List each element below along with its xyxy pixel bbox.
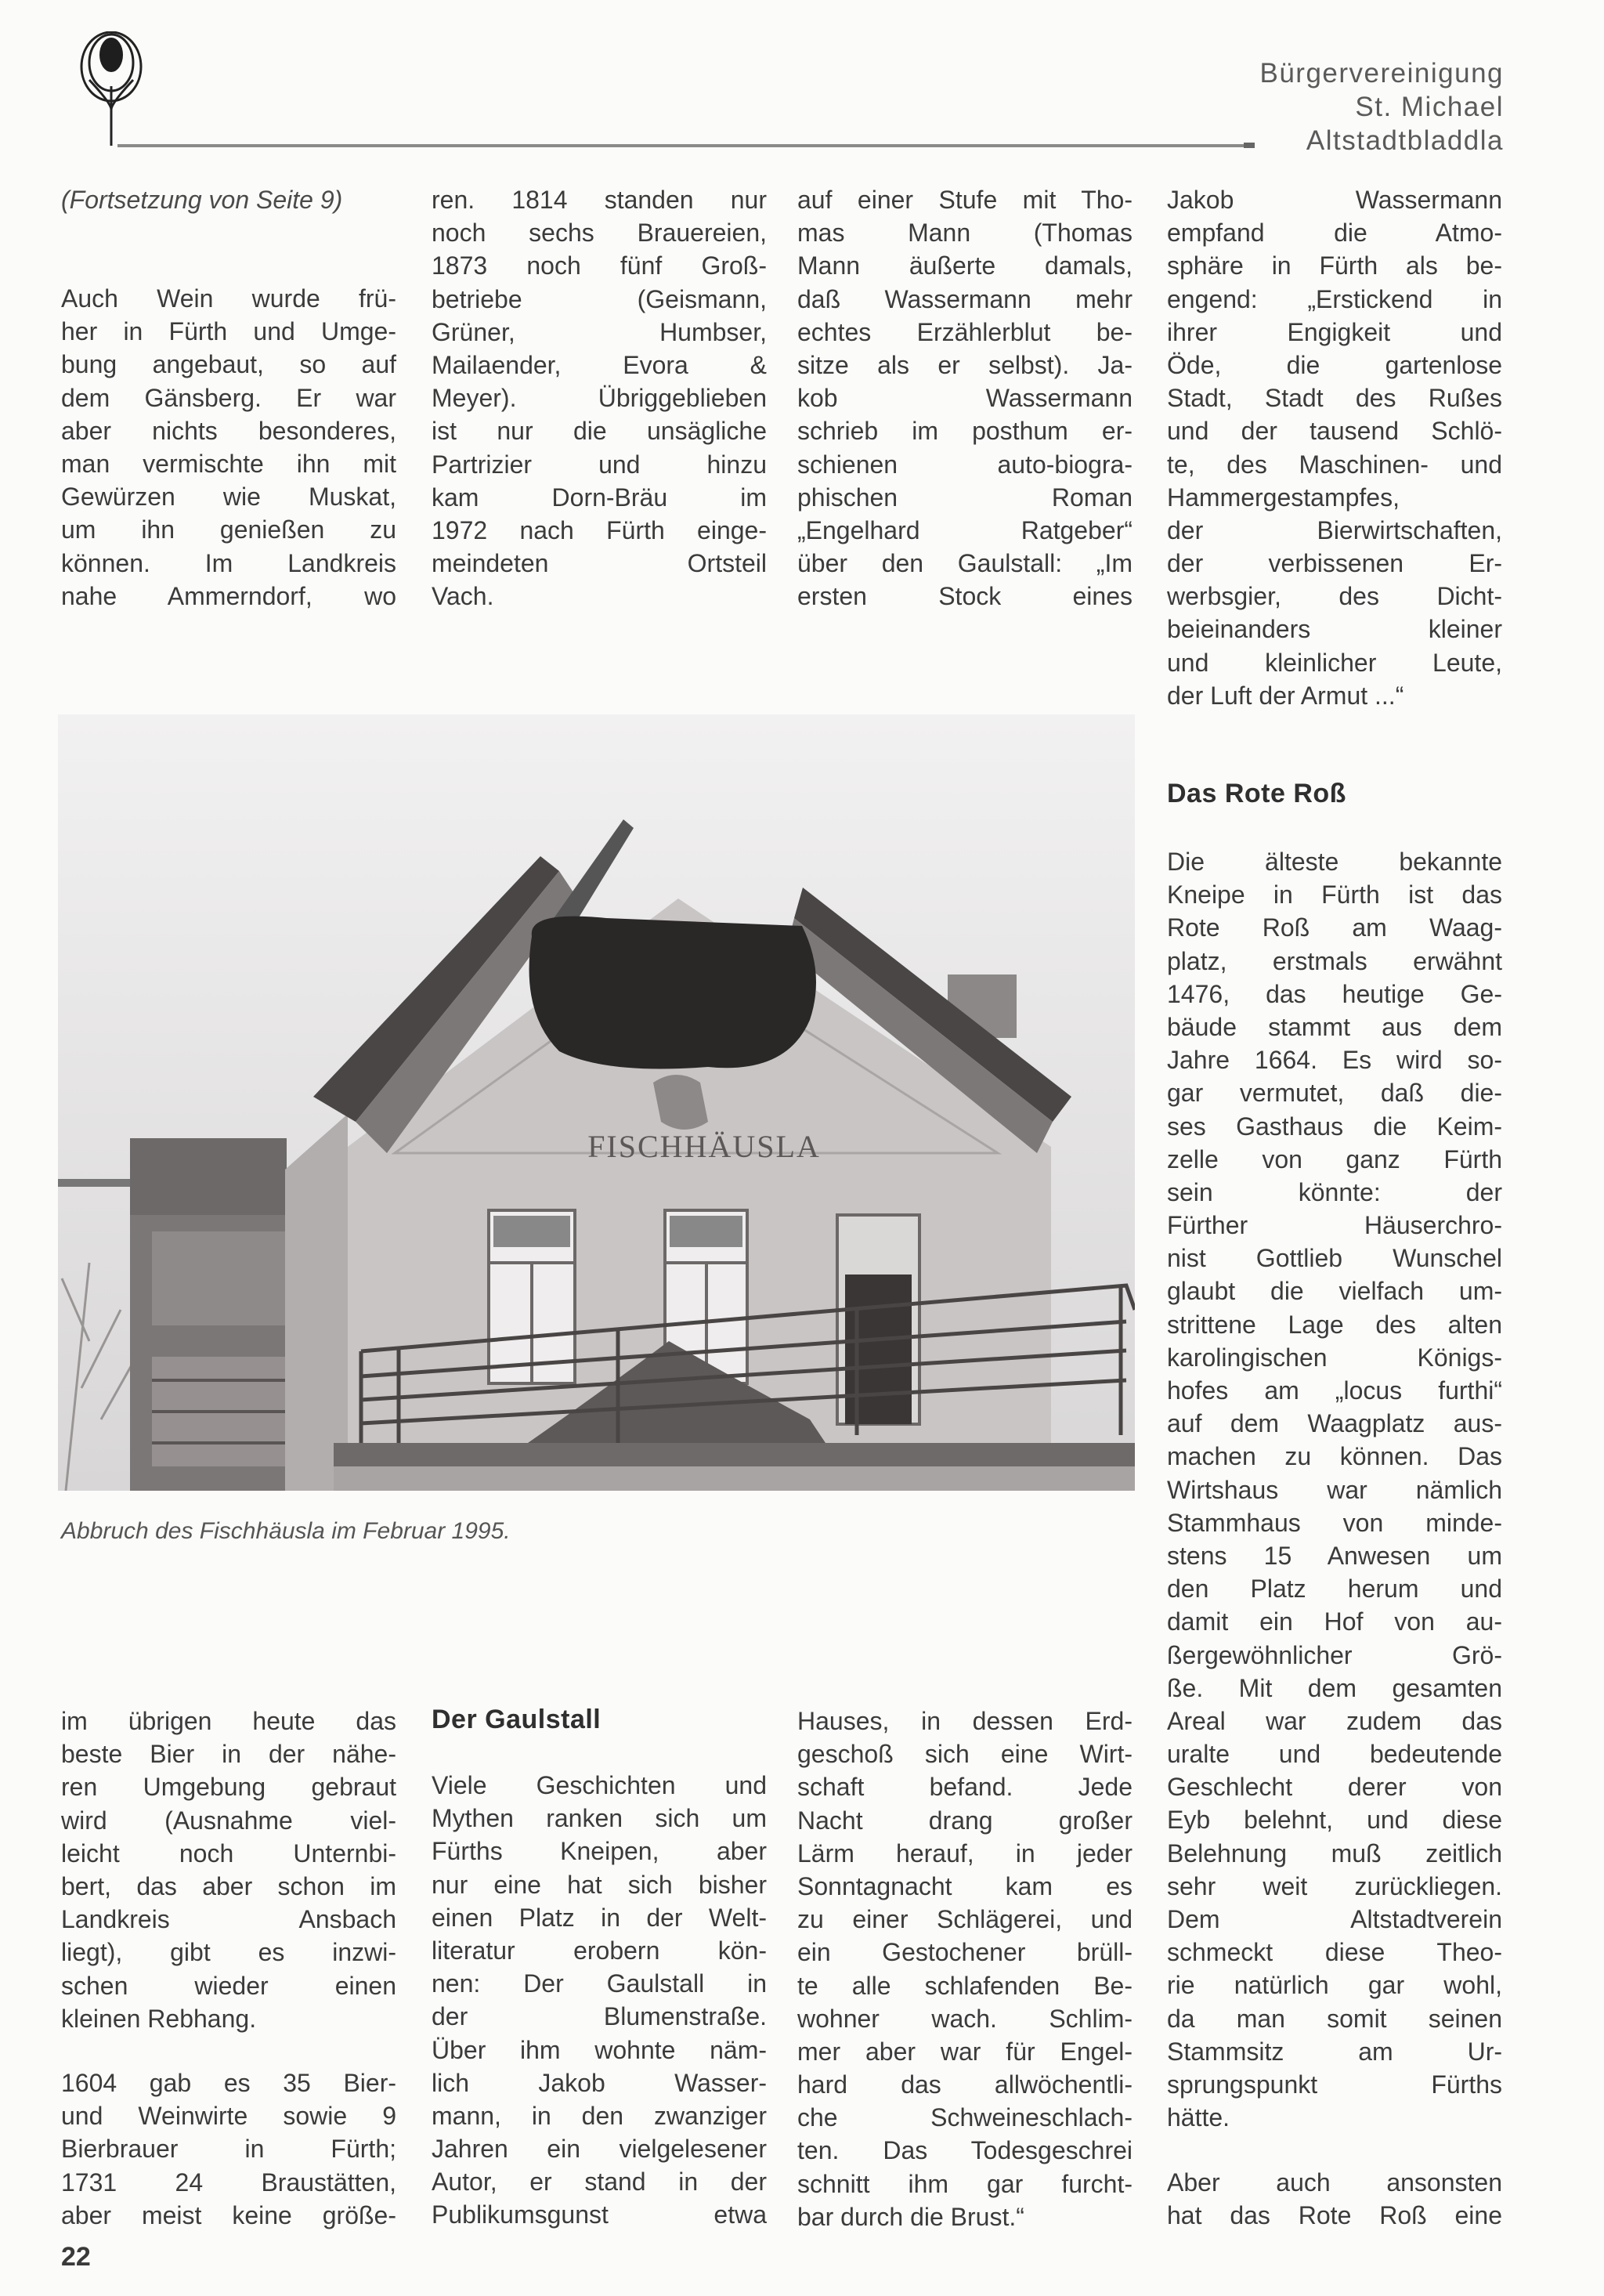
page-number: 22 <box>61 2242 91 2272</box>
text-line: Hammergestampfes, <box>1167 483 1400 512</box>
text-line: Jahren ein vielgelesener <box>432 2135 767 2164</box>
building-sign-text: FISCHHÄUSLA <box>587 1129 821 1164</box>
text-line: liegt), gibt es inzwi- <box>61 1938 396 1967</box>
text-line: mer aber war für Engel- <box>797 2037 1133 2066</box>
section-heading-rote-ross: Das Rote Roß <box>1167 779 1346 808</box>
text-line: Landkreis Ansbach <box>61 1905 396 1934</box>
text-line: noch sechs Brauereien, <box>432 219 767 248</box>
col4-top-paragraph <box>1167 183 1502 712</box>
col1-bottom-paragraph-2 <box>61 2066 396 2232</box>
text-line: aber nichts besonderes, <box>61 416 396 445</box>
text-line: Vach. <box>432 582 494 611</box>
text-line: Belehnung muß zeitlich <box>1167 1839 1502 1868</box>
text-line: daß Wassermann mehr <box>797 284 1133 313</box>
text-line: Publikumsgunst etwa <box>432 2200 767 2229</box>
text-line: 1873 noch fünf Groß- <box>432 251 767 280</box>
text-line: bäude stammt aus dem <box>1167 1012 1502 1041</box>
text-line: her in Fürth und Umge- <box>61 317 396 346</box>
logo-icon <box>63 31 164 149</box>
text-line: Fürths Kneipen, aber <box>432 1837 767 1866</box>
col3-bottom-paragraph <box>797 1705 1133 2233</box>
text-line: hätte. <box>1167 2103 1230 2132</box>
text-line: nist Gottlieb Wunschel <box>1167 1244 1502 1273</box>
masthead-line: Altstadtbladdla <box>1306 125 1504 156</box>
text-line: Über ihm wohnte näm- <box>432 2035 767 2064</box>
masthead-line: St. Michael <box>1355 92 1504 122</box>
text-line: Areal war zudem das <box>1167 1706 1502 1735</box>
text-line: Rote Roß am Waag- <box>1167 913 1502 942</box>
text-line: der Blumenstraße. <box>432 2002 767 2031</box>
text-line: zu einer Schlägerei, und <box>797 1905 1133 1934</box>
text-line: ersten Stock eines <box>797 582 1133 611</box>
text-line: Mythen ranken sich um <box>432 1804 767 1833</box>
text-line: (Fortsetzung von Seite 9) <box>61 186 343 214</box>
text-line: kleinen Rebhang. <box>61 2004 257 2033</box>
text-line: literatur erobern kön- <box>432 1936 767 1965</box>
text-line: auf einer Stufe mit Tho- <box>797 186 1133 214</box>
text-line: beste Bier in der nähe- <box>61 1740 396 1769</box>
text-line: und Weinwirte sowie 9 <box>61 2102 396 2131</box>
text-line: schen wieder einen <box>61 1971 396 2000</box>
text-line: Öde, die gartenlose <box>1167 350 1502 379</box>
text-line: Geschlecht derer von <box>1167 1773 1502 1802</box>
text-line: mas Mann (Thomas <box>797 219 1133 248</box>
text-line: wird (Ausnahme viel- <box>61 1806 396 1835</box>
text-line: Autor, er stand in der <box>432 2168 767 2197</box>
text-line: schnitt ihm gar furcht- <box>797 2169 1133 2198</box>
text-line: ren Umgebung gebraut <box>61 1773 396 1802</box>
header-rule-end <box>1244 143 1255 148</box>
text-line: Lärm herauf, in jeder <box>797 1839 1133 1868</box>
text-line: bert, das aber schon im <box>61 1871 396 1900</box>
col1-top-paragraph <box>61 282 396 613</box>
text-line: Meyer). Übriggeblieben <box>432 384 767 413</box>
text-line: im übrigen heute das <box>61 1707 396 1735</box>
text-line: hard das allwöchentli- <box>797 2070 1133 2099</box>
text-line: kob Wassermann <box>797 384 1133 413</box>
text-line: man vermischte ihn mit <box>61 449 396 478</box>
text-line: glaubt die vielfach um- <box>1167 1277 1502 1306</box>
text-line: echtes Erzählerblut be- <box>797 317 1133 346</box>
text-line: ren. 1814 standen nur <box>432 186 767 214</box>
text-line: gar vermutet, daß die- <box>1167 1079 1502 1108</box>
col3-top-paragraph <box>797 183 1133 613</box>
photo-fischhaeusla-demolition <box>58 714 1135 1491</box>
text-line: platz, erstmals erwähnt <box>1167 946 1502 975</box>
text-line: che Schweineschlach- <box>797 2103 1133 2132</box>
text-line: der verbissenen Er- <box>1167 549 1502 578</box>
text-line: „Engelhard Ratgeber“ <box>797 515 1133 544</box>
text-line: phischen Roman <box>797 483 1133 512</box>
text-line: ße. Mit dem gesamten <box>1167 1673 1502 1702</box>
text-line: schrieb im posthum er- <box>797 417 1133 446</box>
text-line: beieinanders kleiner <box>1167 615 1502 644</box>
text-line: sitze als er selbst). Ja- <box>797 350 1133 379</box>
text-line: Stadt, Stadt des Rußes <box>1167 384 1502 413</box>
section-heading-gaulstall: Der Gaulstall <box>432 1705 602 1734</box>
text-line: schmeckt diese Theo- <box>1167 1938 1502 1967</box>
text-line: mann, in den zwanziger <box>432 2101 767 2130</box>
text-line: zelle von ganz Fürth <box>1167 1144 1502 1173</box>
text-line: empfand die Atmo- <box>1167 219 1502 248</box>
text-line: ist nur die unsägliche <box>432 417 767 446</box>
text-line: Fürther Häuserchro- <box>1167 1211 1502 1240</box>
col2-top-paragraph <box>432 183 767 613</box>
text-line: hat das Rote Roß eine <box>1167 2201 1502 2230</box>
text-line: Aber auch ansonsten <box>1167 2168 1502 2197</box>
text-line: werbsgier, des Dicht- <box>1167 582 1502 611</box>
text-line: der Bierwirtschaften, <box>1167 515 1502 544</box>
text-line: Jahre 1664. Es wird so- <box>1167 1046 1502 1075</box>
text-line: ten. Das Todesgeschrei <box>797 2136 1133 2165</box>
text-line: Bierbrauer in Fürth; <box>61 2135 396 2164</box>
text-line: Mann äußerte damals, <box>797 251 1133 280</box>
text-line: schaft befand. Jede <box>797 1773 1133 1802</box>
text-line: und kleinlicher Leute, <box>1167 648 1502 677</box>
text-line: strittene Lage des alten <box>1167 1310 1502 1339</box>
text-line: engend: „Erstickend in <box>1167 284 1502 313</box>
text-line: rie natürlich gar wohl, <box>1167 1971 1502 2000</box>
text-line: Sonntagnacht kam es <box>797 1871 1133 1900</box>
text-line: ßergewöhnlicher Grö- <box>1167 1640 1502 1669</box>
text-line: ses Gasthaus die Keim- <box>1167 1112 1502 1141</box>
text-line: und der tausend Schlö- <box>1167 417 1502 446</box>
text-line: kam Dorn-Bräu im <box>432 483 767 512</box>
text-line: hofes am „locus furthi“ <box>1167 1376 1502 1405</box>
text-line: Wirtshaus war nämlich <box>1167 1475 1502 1504</box>
text-line: wohner wach. Schlim- <box>797 2004 1133 2033</box>
text-line: stens 15 Anwesen um <box>1167 1541 1502 1570</box>
text-line: Kneipe in Fürth ist das <box>1167 880 1502 909</box>
text-line: Mailaender, Evora & <box>432 350 767 379</box>
continued-note <box>61 183 396 216</box>
text-line: lich Jakob Wasser- <box>432 2068 767 2097</box>
text-line: Die älteste bekannte <box>1167 848 1502 876</box>
text-line: bung angebaut, so auf <box>61 350 396 379</box>
text-line: meindeten Ortsteil <box>432 549 767 578</box>
text-line: Dem Altstadtverein <box>1167 1905 1502 1933</box>
text-line: da man somit seinen <box>1167 2004 1502 2033</box>
text-line: karolingischen Königs- <box>1167 1343 1502 1372</box>
text-line: nen: Der Gaulstall in <box>432 1969 767 1998</box>
text-line: nahe Ammerndorf, wo <box>61 581 396 610</box>
rote-ross-paragraph-2 <box>1167 2166 1502 2232</box>
header-rule <box>117 144 1253 147</box>
text-line: einen Platz in der Welt- <box>432 1903 767 1932</box>
text-line: Stammhaus von minde- <box>1167 1508 1502 1537</box>
text-line: nur eine hat sich bisher <box>432 1870 767 1899</box>
photo-caption: Abbruch des Fischhäusla im Februar 1995. <box>61 1518 511 1544</box>
text-line: 1972 nach Fürth einge- <box>432 515 767 544</box>
text-line: Hauses, in dessen Erd- <box>797 1707 1133 1735</box>
masthead-line: Bürgervereinigung <box>1259 58 1504 89</box>
text-line: Grüner, Humbser, <box>432 317 767 346</box>
text-line: te, des Maschinen- und <box>1167 450 1502 479</box>
gaulstall-paragraph <box>432 1769 767 2232</box>
text-line: ihrer Engigkeit und <box>1167 317 1502 346</box>
text-line: 1476, das heutige Ge- <box>1167 979 1502 1008</box>
text-line: Jakob Wassermann <box>1167 186 1502 214</box>
text-line: Partrizier und hinzu <box>432 450 767 479</box>
text-line: geschoß sich eine Wirt- <box>797 1740 1133 1769</box>
text-line: Auch Wein wurde frü- <box>61 284 396 313</box>
text-line: sprungspunkt Fürths <box>1167 2070 1502 2099</box>
text-line: te alle schlafenden Be- <box>797 1971 1133 2000</box>
text-line: sehr weit zurückliegen. <box>1167 1871 1502 1900</box>
text-line: aber meist keine größe- <box>61 2200 396 2229</box>
text-line: 1604 gab es 35 Bier- <box>61 2069 396 2097</box>
text-line: damit ein Hof von au- <box>1167 1607 1502 1636</box>
text-line: Eyb belehnt, und diese <box>1167 1806 1502 1835</box>
text-line: ein Gestochener brüll- <box>797 1938 1133 1967</box>
text-line: machen zu können. Das <box>1167 1442 1502 1471</box>
text-line: betriebe (Geismann, <box>432 284 767 313</box>
publication-masthead <box>1259 56 1504 157</box>
text-line: sphäre in Fürth als be- <box>1167 251 1502 280</box>
text-line: der Luft der Armut ...“ <box>1167 681 1404 710</box>
text-line: schienen auto-biogra- <box>797 450 1133 479</box>
text-line: Gewürzen wie Muskat, <box>61 483 396 512</box>
text-line: können. Im Landkreis <box>61 548 396 577</box>
col1-bottom-paragraph <box>61 1705 396 2035</box>
text-line: um ihn genießen zu <box>61 515 396 544</box>
text-line: 1731 24 Braustätten, <box>61 2168 396 2197</box>
text-line: sein könnte: der <box>1167 1177 1502 1206</box>
text-line: Stammsitz am Ur- <box>1167 2037 1502 2066</box>
text-line: Viele Geschichten und <box>432 1771 767 1799</box>
text-line: über den Gaulstall: „Im <box>797 549 1133 578</box>
text-line: leicht noch Unternbi- <box>61 1839 396 1868</box>
text-line: Nacht drang großer <box>797 1806 1133 1835</box>
text-line: auf dem Waagplatz aus- <box>1167 1409 1502 1438</box>
text-line: den Platz herum und <box>1167 1575 1502 1604</box>
text-line: uralte und bedeutende <box>1167 1740 1502 1769</box>
text-line: bar durch die Brust.“ <box>797 2202 1024 2231</box>
text-line: dem Gänsberg. Er war <box>61 383 396 412</box>
rote-ross-paragraph <box>1167 845 1502 2134</box>
